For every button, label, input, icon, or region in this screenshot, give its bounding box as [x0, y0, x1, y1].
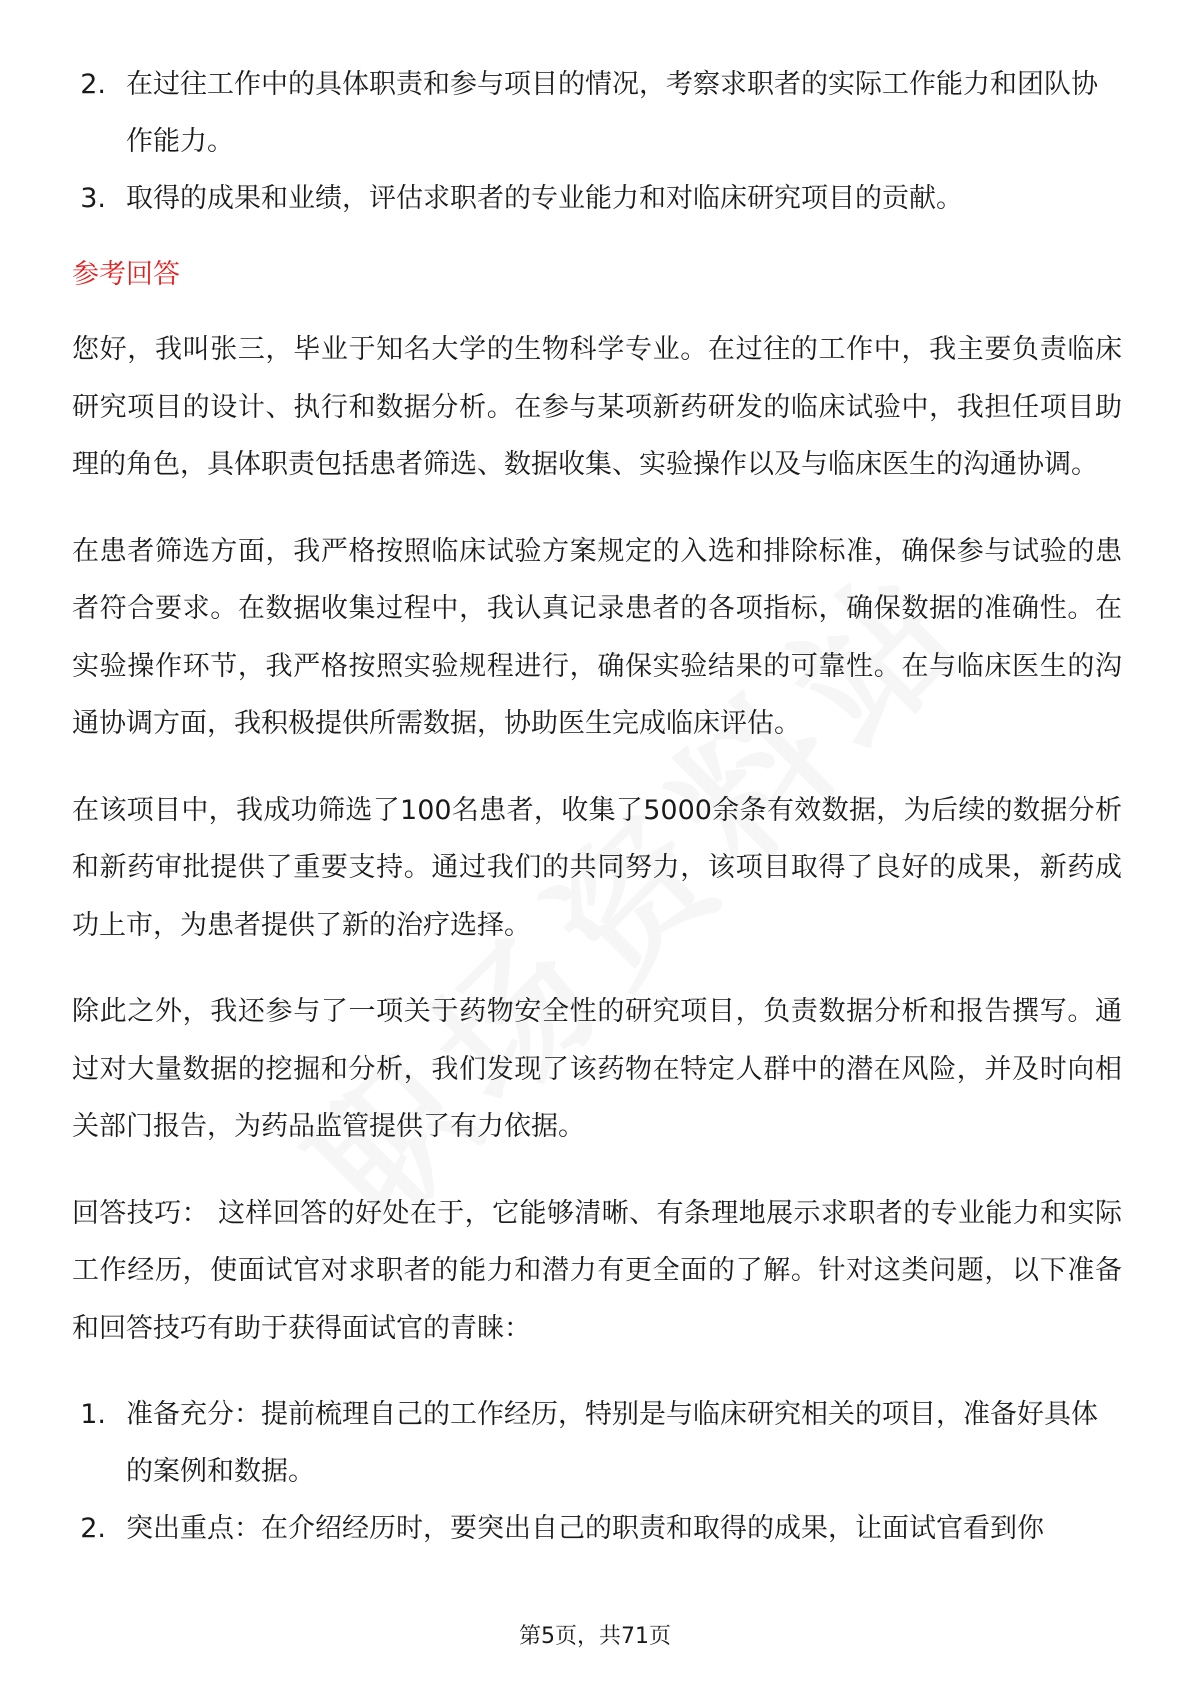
document-page: [72, 56, 1122, 1557]
paragraph-safety: 除此之外，我还参与了一项关于药物安全性的研究项目，负责数据分析和报告撰写。通过对大量数据的挖掘和分析，我们发现了该药物在特定人群中的潜在风险，并及时向相关部门报告，为药品监管提供了有力依据。: [72, 996, 1122, 1142]
paragraph-screening: 在患者筛选方面，我严格按照临床试验方案规定的入选和排除标准，确保参与试验的患者符合要求。在数据收集过程中，我认真记录患者的各项指标，确保数据的准确性。在实验操作环节，我严格按照实验规程进行，确保实验结果的可靠性。在与临床医生的沟通协调方面，我积极提供所需数据，协助医生完成临床评估。: [72, 535, 1122, 739]
list-text: 取得的成果和业绩，评估求职者的专业能力和对临床研究项目的贡献。: [126, 183, 963, 214]
list-item: [72, 1500, 1122, 1557]
page-footer: 第5页，共71页: [519, 1624, 671, 1649]
tips-list: [72, 1386, 1122, 1557]
section-heading: 参考回答: [72, 259, 180, 290]
criteria-list: [72, 56, 1122, 227]
list-text: 准备充分：提前梳理自己的工作经历，特别是与临床研究相关的项目，准备好具体的案例和数据。: [126, 1399, 1098, 1487]
list-number: 2.: [80, 69, 106, 100]
paragraph-tips: 回答技巧： 这样回答的好处在于，它能够清晰、有条理地展示求职者的专业能力和实际工作经历，使面试官对求职者的能力和潜力有更全面的了解。针对这类问题，以下准备和回答技巧有助于获得面试官的青睐：: [72, 1197, 1122, 1344]
list-number: 3.: [80, 183, 106, 214]
list-item: [72, 1386, 1122, 1500]
list-number: 1.: [80, 1399, 106, 1430]
list-text: 在过往工作中的具体职责和参与项目的情况，考察求职者的实际工作能力和团队协作能力。: [126, 69, 1098, 157]
list-text: 突出重点：在介绍经历时，要突出自己的职责和取得的成果，让面试官看到你: [126, 1513, 1044, 1544]
list-item: [72, 170, 1122, 227]
list-item: [72, 56, 1122, 170]
paragraph-results: 在该项目中，我成功筛选了100名患者，收集了5000余条有效数据，为后续的数据分析和新药审批提供了重要支持。通过我们的共同努力，该项目取得了良好的成果，新药成功上市，为患者提供了新的治疗选择。: [72, 794, 1122, 941]
paragraph-intro: 您好，我叫张三，毕业于知名大学的生物科学专业。在过往的工作中，我主要负责临床研究项目的设计、执行和数据分析。在参与某项新药研发的临床试验中，我担任项目助理的角色，具体职责包括患者筛选、数据收集、实验操作以及与临床医生的沟通协调。: [72, 334, 1122, 480]
list-number: 2.: [80, 1513, 106, 1544]
